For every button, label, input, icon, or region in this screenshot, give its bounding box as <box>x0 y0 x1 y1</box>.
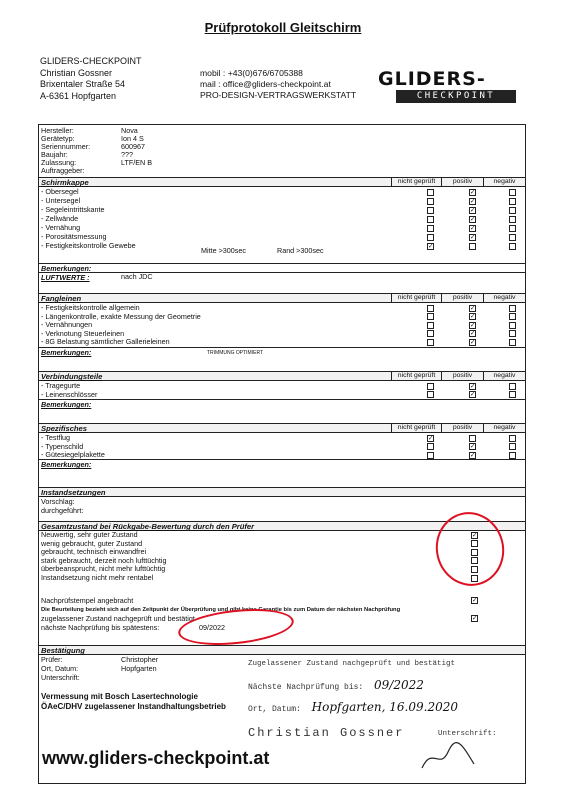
luftwerte-value: nach JDC <box>121 272 153 281</box>
logo-sub-text: CHECKPOINT <box>396 90 516 103</box>
checklist-item-label: - Festigkeitskontrolle allgemein <box>41 303 140 312</box>
stamp-ort-label: Ort, Datum: <box>248 705 301 714</box>
condition-label: gebraucht, technisch einwandfrei <box>41 547 147 557</box>
checkbox-positive[interactable] <box>469 305 476 312</box>
checkbox-positive[interactable] <box>469 234 476 241</box>
company-logo <box>378 70 528 100</box>
checkbox-not-checked[interactable] <box>427 322 434 329</box>
checkbox-not-checked[interactable] <box>427 391 434 398</box>
oeac-text: ÖAeC/DHV zugelassener Instandhaltungsbetrieb <box>41 702 226 711</box>
laser-text: Vermessung mit Bosch Lasertechnologie <box>41 692 198 701</box>
checkbox-negative[interactable] <box>509 391 516 398</box>
device-label: Seriennummer: <box>41 142 91 151</box>
checkbox-negative[interactable] <box>509 322 516 329</box>
checkbox-negative[interactable] <box>509 435 516 442</box>
column-negative: negativ <box>483 371 525 381</box>
checklist-item-label: - Testflug <box>41 433 71 442</box>
checkbox-positive[interactable] <box>469 225 476 232</box>
contact-info <box>200 68 356 101</box>
divider <box>39 347 525 348</box>
ort-value: Hopfgarten <box>121 664 157 673</box>
section-title-verbindungsteile: Verbindungsteile <box>41 372 103 381</box>
contact-mobil: mobil : +43(0)676/6705388 <box>200 68 303 78</box>
company-street: Brixentaler Straße 54 <box>40 79 126 89</box>
checklist-item-label: - Untersegel <box>41 196 81 205</box>
column-positive: positiv <box>441 423 483 433</box>
divider <box>39 399 525 400</box>
stamp-next-value: 09/2022 <box>374 678 424 692</box>
device-value: Nova <box>121 126 138 135</box>
condition-label: stark gebraucht, derzeit noch lufttüchtig <box>41 555 167 565</box>
checklist-item-label: - Vernähnungen <box>41 320 93 330</box>
checkbox-negative[interactable] <box>509 383 516 390</box>
checklist-item-label: - Vernähung <box>41 223 81 232</box>
device-value: LTF/EN B <box>121 158 153 167</box>
website-url[interactable]: www.gliders-checkpoint.at <box>42 748 270 768</box>
checkbox-positive[interactable] <box>469 443 476 450</box>
disclaimer-text: Die Beurteilung bezieht sich auf den Zeitpunkt der Überprüfung und gibt keine Garantie bis zum Datum der nächsten Nachprüfung <box>41 607 401 613</box>
checkbox-positive[interactable] <box>469 330 476 337</box>
device-label: Baujahr: <box>41 150 68 159</box>
section-title-fangleinen: Fangleinen <box>41 294 82 303</box>
checkbox-negative[interactable] <box>509 198 516 205</box>
checkbox-not-checked[interactable] <box>427 443 434 450</box>
stamp-next-label: Nächste Nachprüfung bis: <box>248 683 364 692</box>
checkbox-negative[interactable] <box>509 305 516 312</box>
unterschrift-label: Unterschrift: <box>41 673 80 682</box>
checkbox-positive[interactable] <box>469 391 476 398</box>
checkbox-positive[interactable] <box>469 435 476 442</box>
checkbox-negative[interactable] <box>509 189 516 196</box>
approval-stamp <box>248 630 526 780</box>
pruefer-label: Prüfer: <box>41 655 63 664</box>
checklist-item-label: - Gütesiegelplakette <box>41 450 105 460</box>
divider <box>39 459 525 460</box>
section-title-spezifisches: Spezifisches <box>41 424 88 433</box>
checkbox-not-checked[interactable] <box>427 207 434 214</box>
column-negative: negativ <box>483 423 525 433</box>
checkbox-negative[interactable] <box>509 234 516 241</box>
column-negative: negativ <box>483 177 525 187</box>
checkbox-positive[interactable] <box>469 198 476 205</box>
verbindungsteile-remarks-label: Bemerkungen: <box>41 400 92 409</box>
checkbox-positive[interactable] <box>469 322 476 329</box>
stamp-next-line <box>248 678 526 692</box>
checkbox-not-checked[interactable] <box>427 234 434 241</box>
checkbox-not-checked[interactable] <box>427 452 434 459</box>
checkbox-positive[interactable] <box>469 339 476 346</box>
approved-text: zugelassener Zustand nachgeprüft und bestätigt <box>41 614 195 623</box>
section-title-bestaetigung: Bestätigung <box>41 646 85 655</box>
checkbox-not-checked[interactable] <box>427 313 434 320</box>
checkbox-not-checked[interactable] <box>427 339 434 346</box>
ort-label: Ort, Datum: <box>41 664 79 673</box>
column-not-checked: nicht geprüft <box>391 371 441 381</box>
section-title-gesamtzustand: Gesamtzustand bei Rückgabe-Bewertung durch den Prüfer <box>41 522 255 531</box>
document-title: Prüfprotokoll Gleitschirm <box>204 20 362 35</box>
fangleinen-remarks-value: TRIMMUNG OPTIMIERT <box>207 350 264 356</box>
column-positive: positiv <box>441 371 483 381</box>
checkbox-negative[interactable] <box>509 313 516 320</box>
approved-checkbox[interactable] <box>471 615 478 622</box>
checkbox-positive[interactable] <box>469 207 476 214</box>
condition-label: Neuwertig, sehr guter Zustand <box>41 530 138 539</box>
luftwerte-label: LUFTWERTE : <box>41 273 90 282</box>
device-label: Zulassung: <box>41 158 77 167</box>
divider <box>39 272 525 273</box>
column-not-checked: nicht geprüft <box>391 293 441 303</box>
section-title-schirmkappe: Schirmkappe <box>41 178 89 187</box>
checkbox-negative[interactable] <box>509 216 516 223</box>
next-check-label: nächste Nachprüfung bis spätestens: <box>41 623 160 632</box>
poro-rand: Rand >300sec <box>277 246 324 255</box>
device-value: ??? <box>121 150 133 159</box>
checklist-item-label: - Porositätsmessung <box>41 232 107 241</box>
checkbox-positive[interactable] <box>469 216 476 223</box>
checkbox-negative[interactable] <box>509 452 516 459</box>
pruefer-value: Christopher <box>121 655 159 664</box>
signature-scribble <box>418 742 478 772</box>
checklist-item-label: - Tragegurte <box>41 381 81 390</box>
stamp-approved-line: Zugelassener Zustand nachgeprüft und bestätigt <box>248 660 456 668</box>
checklist-item-label: - Festigkeitskontrolle Gewebe <box>41 241 136 250</box>
stamp-ort-line <box>248 700 526 714</box>
contact-workshop: PRO-DESIGN-VERTRAGSWERKSTATT <box>200 90 357 100</box>
checkbox-negative[interactable] <box>509 339 516 346</box>
stamp-name: Christian Gossner <box>248 726 405 740</box>
checklist-item-label: - Segeleintrittskante <box>41 205 105 214</box>
checkbox-positive[interactable] <box>469 243 476 250</box>
checklist-item-label: - Längenkontrolle, exakte Messung der Geometrie <box>41 311 201 321</box>
section-bar-instandsetzungen <box>39 487 525 497</box>
condition-label: wenig gebraucht, guter Zustand <box>41 538 143 548</box>
checkbox-not-checked[interactable] <box>427 216 434 223</box>
checkbox-not-checked[interactable] <box>427 189 434 196</box>
checkbox-not-checked[interactable] <box>427 198 434 205</box>
checkbox-not-checked[interactable] <box>427 330 434 337</box>
contact-mail: mail : office@gliders-checkpoint.at <box>200 79 331 89</box>
checkbox-positive[interactable] <box>469 452 476 459</box>
durchgefuehrt-label: durchgeführt: <box>41 506 84 515</box>
checklist-item-label: - Zellwände <box>41 214 79 223</box>
checkbox-not-checked[interactable] <box>427 243 434 250</box>
checklist-item-label: - Obersegel <box>41 187 79 196</box>
checkbox-negative[interactable] <box>509 330 516 337</box>
stamp-label: Nachprüfstempel angebracht <box>41 596 134 605</box>
schirmkappe-remarks-label: Bemerkungen: <box>41 264 92 273</box>
checkbox-negative[interactable] <box>509 243 516 250</box>
condition-label: überbeansprucht, nicht mehr lufttüchtig <box>41 564 166 574</box>
fangleinen-remarks-label: Bemerkungen: <box>41 348 92 357</box>
checklist-item-label: - Verknotung Steuerleinen <box>41 328 125 338</box>
device-value: Ion 4 S <box>121 134 144 143</box>
column-positive: positiv <box>441 177 483 187</box>
checkbox-not-checked[interactable] <box>427 383 434 390</box>
device-label: Hersteller: <box>41 126 74 135</box>
divider <box>39 263 525 264</box>
stamp-ort-value: Hopfgarten, 16.09.2020 <box>311 700 458 714</box>
stamp-checkbox[interactable] <box>471 597 478 604</box>
checklist-item-label: - Leinenschlösser <box>41 389 98 399</box>
section-title-instandsetzungen: Instandsetzungen <box>41 488 106 497</box>
next-check-value: 09/2022 <box>199 623 225 632</box>
checkbox-negative[interactable] <box>509 225 516 232</box>
column-not-checked: nicht geprüft <box>391 423 441 433</box>
company-person: Christian Gossner <box>40 67 113 78</box>
checkbox-not-checked[interactable] <box>427 305 434 312</box>
vorschlag-label: Vorschlag: <box>41 497 75 506</box>
device-label: Gerätetyp: <box>41 134 75 143</box>
stamp-signature-label: Unterschrift: <box>438 730 497 738</box>
checkbox-not-checked[interactable] <box>427 225 434 232</box>
column-negative: negativ <box>483 293 525 303</box>
checkbox-positive[interactable] <box>469 189 476 196</box>
checkbox-negative[interactable] <box>509 207 516 214</box>
checklist-item-label: - Typenschild <box>41 441 84 451</box>
logo-main-text: GLIDERS- <box>378 68 486 90</box>
checkbox-positive[interactable] <box>469 383 476 390</box>
checkbox-positive[interactable] <box>469 313 476 320</box>
device-label: Auftraggeber: <box>41 166 85 175</box>
poro-mitte: Mitte >300sec <box>201 246 246 255</box>
column-not-checked: nicht geprüft <box>391 177 441 187</box>
checkbox-not-checked[interactable] <box>427 435 434 442</box>
device-value: 600967 <box>121 142 145 151</box>
condition-label: Instandsetzung nicht mehr rentabel <box>41 573 154 582</box>
spezifisches-remarks-label: Bemerkungen: <box>41 460 92 469</box>
company-name: GLIDERS-CHECKPOINT <box>40 56 142 66</box>
column-positive: positiv <box>441 293 483 303</box>
checkbox-negative[interactable] <box>509 443 516 450</box>
company-city: A-6361 Hopfgarten <box>40 90 117 101</box>
checklist-item-label: - 8G Belastung sämtlicher Gallerieleinen <box>41 337 170 347</box>
company-address <box>40 56 142 102</box>
